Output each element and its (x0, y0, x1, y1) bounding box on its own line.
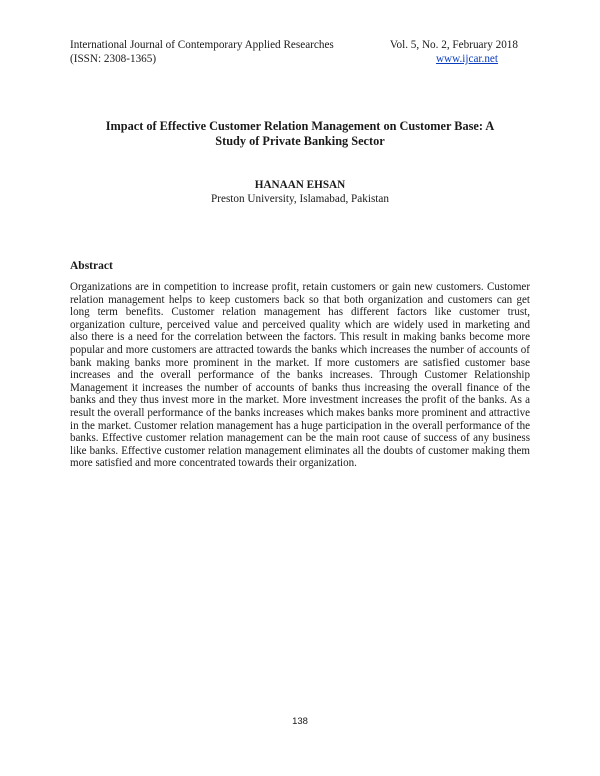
running-header (70, 38, 518, 66)
author-block (70, 178, 530, 206)
journal-url-link[interactable]: www.ijcar.net (435, 53, 498, 65)
issn: (ISSN: 2308-1365) (70, 53, 157, 65)
title-line-2: Study of Private Banking Sector (215, 134, 385, 148)
abstract-heading: Abstract (70, 260, 113, 272)
journal-name: International Journal of Contemporary Applied Researches (70, 39, 334, 51)
title-line-1: Impact of Effective Customer Relation Management on Customer Base: A (105, 119, 495, 133)
author-name: HANAAN EHSAN (254, 179, 346, 191)
paper-title (70, 119, 530, 149)
page-number: 138 (292, 716, 308, 727)
abstract-body: Organizations are in competition to increase profit, retain customers or gain new customers. Customer relation management helps to keep customers back so that both organization and customers can get long term benefits. Customer relation management has different factors like customer trust, organization culture, perceived value and perceived quality which are widely used in marketing and also there is a need for the correlation between the factors. This result in making banks become more popular and more customers are attracted towards the banks which increases the number of accounts of bank making banks more prominent in the market. If more customers are satisfied customer base increases and the overall performance of the banks increases. Through Customer Relationship Management it increases the number of accounts of banks thus increasing the overall finance of the banks and they thus invest more in the market. More investment increases the profit of the banks. As a result the overall performance of the banks increases which makes banks more prominent and attractive in the market. Customer relation management has a huge participation in the overall performance of the banks. Effective customer relation management can be the main root cause of success of any business like banks. Effective customer relation management eliminates all the doubts of customer making them more satisfied and more concentrated towards their organization. (70, 281, 530, 470)
issue-info: Vol. 5, No. 2, February 2018 (389, 39, 518, 51)
author-affiliation: Preston University, Islamabad, Pakistan (211, 193, 389, 205)
